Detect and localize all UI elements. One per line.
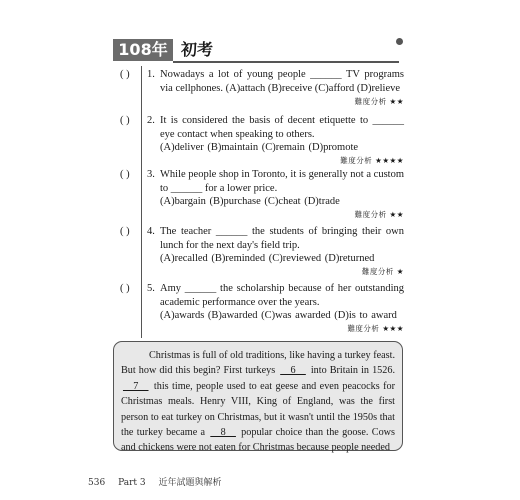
year-label: 108年 [113,39,173,61]
section-label: 近年試題與解析 [158,478,222,488]
blank-7: __7__ [123,380,149,392]
blank-6: __6__ [280,365,306,377]
question-number: 5. [147,283,155,294]
answer-parentheses: ( ) [120,115,130,126]
question-number: 4. [147,226,155,237]
section-header [113,39,401,65]
question-number: 2. [147,115,155,126]
page-number: 536 [88,478,106,488]
question-stem: Amy ______ the scholarship because of her outstanding academic performance over the years. [160,283,404,308]
answer-parentheses: ( ) [120,283,130,294]
passage-segment: this time, people used to eat geese and even peacocks for Christmas meals. Henry VIII, King of England, was the first person to eat turkey on Christmas, but it wasn't until the 1950s that the turkey became a [121,380,395,439]
question-options: (A)attach (B)receive (C)afford (D)relieve [222,82,401,94]
question-spine [141,66,142,338]
blank-8: __8__ [210,427,236,439]
question-number: 1. [147,69,155,80]
question-options: (A)awards (B)awarded (C)was awarded (D)is to award [160,310,397,322]
question-stem: Nowadays a lot of young people ______ TV programs via cellphones. (A)attach (B)receive (C)afford (D)relieve [160,69,404,94]
question-stem: It is considered the basis of decent etiquette to ______ eye contact when speaking to others. [160,115,404,140]
passage-segment: Christmas is full of old traditions, like having a turkey feast. But how did this begin? First turkeys [121,350,395,377]
exam-title: 初考 [181,40,214,59]
difficulty-rating: 難度分析 ★ [361,267,404,276]
question-options: (A)deliver (B)maintain (C)remain (D)promote [160,142,359,154]
answer-parentheses: ( ) [120,69,130,80]
page-footer [88,475,231,488]
question-options: (A)bargain (B)purchase (C)cheat (D)trade [160,196,340,208]
cloze-passage-text [121,348,395,456]
difficulty-rating: 難度分析 ★★ [354,97,404,106]
question-stem: The teacher ______ the students of bringing their own lunch for the next day's field trip. [160,226,404,251]
difficulty-rating: 難度分析 ★★★★ [340,156,404,165]
header-rule [173,61,399,63]
passage-segment: into Britain in 1526. [307,365,395,377]
answer-parentheses: ( ) [120,169,130,180]
difficulty-rating: 難度分析 ★★★ [347,324,404,333]
question-options: (A)recalled (B)reminded (C)reviewed (D)returned [160,253,375,265]
question-stem: While people shop in Toronto, it is generally not a custom to ______ for a lower price. [160,169,404,194]
part-label: Part 3 [118,478,146,488]
question-number: 3. [147,169,155,180]
passage-segment: popular choice than the goose. Cows and chickens were not eaten for Christmas because people needed [121,427,395,454]
answer-parentheses: ( ) [120,226,130,237]
difficulty-rating: 難度分析 ★★ [354,210,404,219]
cloze-passage-box [113,341,403,454]
header-dot [396,38,403,45]
